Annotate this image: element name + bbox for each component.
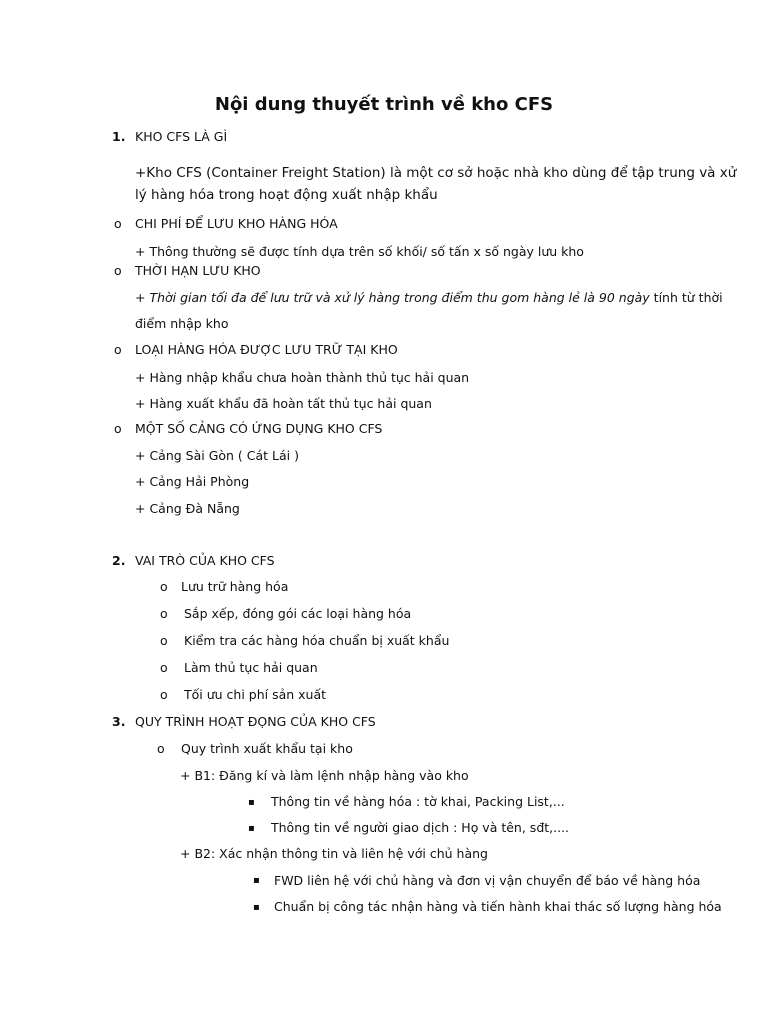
bullet-marker: o (160, 606, 168, 621)
role-item: Lưu trữ hàng hóa (181, 579, 289, 594)
square-bullet: ▪ (253, 875, 260, 886)
section-3-number: 3. (112, 714, 126, 729)
step-2-item: Chuẩn bị công tác nhận hàng và tiến hành khai thác số lượng hàng hóa (274, 899, 722, 914)
bullet-marker: o (160, 687, 168, 702)
role-item: Sắp xếp, đóng gói các loại hàng hóa (184, 606, 412, 621)
bullet-marker: o (114, 216, 122, 231)
export-process-subheading: Quy trình xuất khẩu tại kho (181, 741, 353, 756)
bullet-marker: o (157, 741, 165, 756)
page-title: Nội dung thuyết trình về kho CFS (214, 94, 554, 115)
cost-text: + Thông thường sẽ được tính dựa trên số khối/ số tấn x số ngày lưu kho (135, 244, 584, 259)
step-1: + B1: Đăng kí và làm lệnh nhập hàng vào kho (180, 768, 469, 783)
bullet-marker: o (114, 342, 122, 357)
bullet-marker: o (160, 660, 168, 675)
bullet-marker: o (160, 579, 168, 594)
section-1-number: 1. (112, 129, 126, 144)
step-1-item: Thông tin về người giao dịch : Họ và tên, sđt,.... (271, 820, 570, 835)
definition-line-1: +Kho CFS (Container Freight Station) là một cơ sở hoặc nhà kho dùng để tập trung và xử (135, 165, 737, 181)
step-2: + B2: Xác nhận thông tin và liên hệ với chủ hàng (180, 846, 488, 861)
port-item: + Cảng Hải Phòng (135, 474, 250, 489)
term-text-italic: + Thời gian tối đa để lưu trữ và xử lý hàng trong điểm thu gom hàng lẻ là 90 ngày (135, 290, 650, 305)
step-1-item: Thông tin về hàng hóa : tờ khai, Packing List,... (271, 794, 565, 809)
bullet-marker: o (160, 633, 168, 648)
section-1-heading: KHO CFS LÀ GÌ (135, 129, 228, 144)
role-item: Làm thủ tục hải quan (184, 660, 318, 675)
square-bullet: ▪ (248, 823, 255, 834)
square-bullet: ▪ (253, 902, 260, 913)
term-text-line-2: điểm nhập kho (135, 316, 229, 331)
goods-heading: LOẠI HÀNG HÓA ĐƯỢC LƯU TRỮ TẠI KHO (135, 342, 398, 357)
port-item: + Cảng Đà Nẵng (135, 501, 240, 516)
term-text-rest: tính từ thời (649, 290, 723, 305)
goods-item: + Hàng xuất khẩu đã hoàn tất thủ tục hải quan (135, 396, 432, 411)
goods-item: + Hàng nhập khẩu chưa hoàn thành thủ tục hải quan (135, 370, 470, 385)
section-3-heading: QUY TRÌNH HOẠT ĐỌNG CỦA KHO CFS (135, 714, 376, 729)
section-2-number: 2. (112, 553, 126, 568)
section-2-heading: VAI TRÒ CỦA KHO CFS (135, 553, 275, 568)
ports-heading: MỘT SỐ CẢNG CÓ ỨNG DỤNG KHO CFS (135, 421, 383, 436)
term-heading: THỜI HẠN LƯU KHO (135, 263, 261, 278)
bullet-marker: o (114, 421, 122, 436)
port-item: + Cảng Sài Gòn ( Cát Lái ) (135, 448, 299, 463)
square-bullet: ▪ (248, 797, 255, 808)
role-item: Kiểm tra các hàng hóa chuẩn bị xuất khẩu (184, 633, 450, 648)
bullet-marker: o (114, 263, 122, 278)
role-item: Tối ưu chi phí sản xuất (184, 687, 327, 702)
definition-line-2: lý hàng hóa trong hoạt động xuất nhập khẩu (135, 187, 438, 203)
term-text (135, 290, 723, 306)
step-2-item: FWD liên hệ với chủ hàng và đơn vị vận chuyển để báo về hàng hóa (274, 873, 701, 888)
cost-heading: CHI PHÍ ĐỂ LƯU KHO HÀNG HÓA (135, 216, 338, 231)
